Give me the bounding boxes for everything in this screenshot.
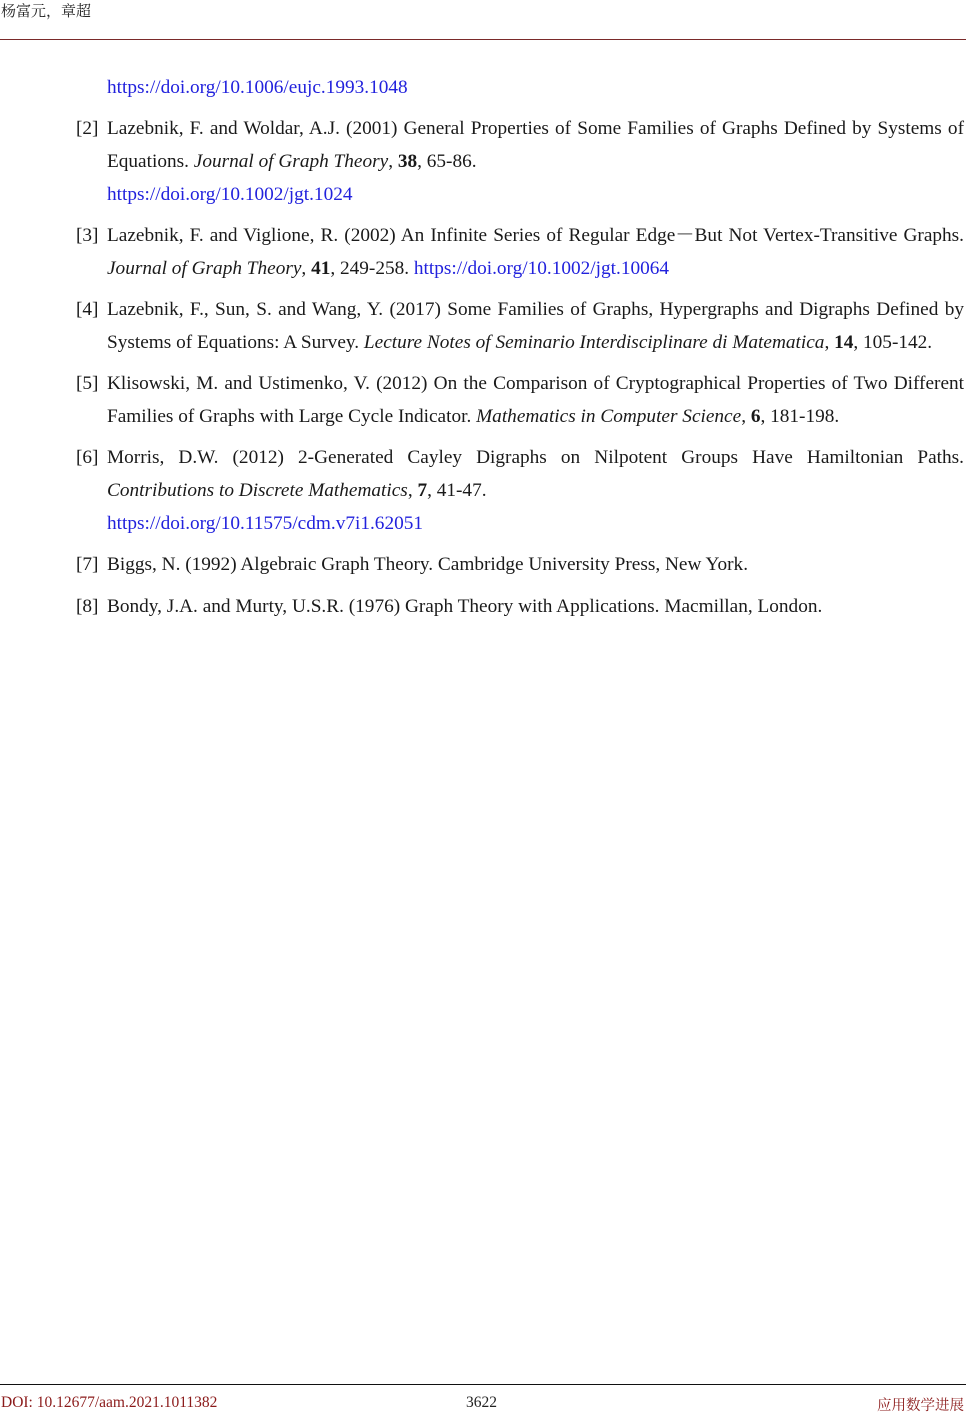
- reference-item: [2] Lazebnik, F. and Woldar, A.J. (2001) General Properties of Some Families of Graphs Defined by Systems of Equations. Journal of Graph Theory, 38, 65-86. https://doi.org/10.1002/jgt.1024: [76, 113, 964, 211]
- reference-item: [6] Morris, D.W. (2012) 2-Generated Cayley Digraphs on Nilpotent Groups Have Hamiltonian Paths. Contributions to Discrete Mathematics, 7, 41-47. https://doi.org/10.11575/cdm.v7i1.62051: [76, 442, 964, 540]
- pages: , 105-142.: [853, 332, 933, 354]
- reference-text: Lazebnik, F. and Viglione, R. (2002) An Infinite Series of Regular Edge－But Not Vertex-Transitive Graphs.: [107, 225, 964, 247]
- footer-journal-name: 应用数学进展: [877, 1398, 964, 1414]
- volume: 7: [417, 480, 428, 502]
- footer-doi: DOI: 10.12677/aam.2021.1011382: [1, 1394, 218, 1411]
- reference-list: [76, 72, 964, 632]
- journal-name: Journal of Graph Theory: [107, 257, 302, 279]
- journal-name: Mathematics in Computer Science: [476, 406, 742, 428]
- running-header-authors: 杨富元，章超: [1, 2, 92, 20]
- reference-item: [76, 72, 964, 105]
- footer-divider: [0, 1384, 966, 1385]
- reference-item: [5] Klisowski, M. and Ustimenko, V. (2012) On the Comparison of Cryptographical Properties of Two Different Families of Graphs with Large Cycle Indicator. Mathematics in Computer Science, 6, 181-198.: [76, 368, 964, 434]
- reference-text: Lazebnik, F., Sun, S. and Wang, Y. (2017) Some Families of Graphs, Hypergraphs and Digraphs Defined by Systems of Equations: A Survey.: [107, 299, 964, 354]
- volume: 6: [750, 406, 761, 428]
- doi-link[interactable]: https://doi.org/10.1006/eujc.1993.1048: [107, 77, 408, 98]
- reference-number: [6]: [76, 447, 99, 469]
- pages: , 65-86.: [417, 151, 477, 173]
- journal-name: Lecture Notes of Seminario Interdisciplinare di Matematica: [363, 332, 825, 354]
- doi-link[interactable]: https://doi.org/10.1002/jgt.1024: [107, 183, 353, 205]
- pages: , 181-198.: [760, 406, 840, 428]
- journal-name: Journal of Graph Theory: [193, 151, 389, 173]
- reference-number: [4]: [76, 299, 99, 321]
- reference-item: [76, 591, 964, 624]
- volume: 41: [311, 257, 331, 279]
- reference-text: Klisowski, M. and Ustimenko, V. (2012) On the Comparison of Cryptographical Properties of Two Different Families of Graphs with Large Cycle Indicator.: [107, 373, 964, 428]
- reference-number: [5]: [76, 373, 99, 395]
- reference-text: Bondy, J.A. and Murty, U.S.R. (1976) Graph Theory with Applications. Macmillan, London.: [107, 595, 823, 617]
- reference-number: [8]: [76, 595, 99, 617]
- volume: 38: [397, 151, 418, 173]
- pages: , 41-47.: [427, 480, 487, 502]
- journal-name: Contributions to Discrete Mathematics: [107, 480, 408, 502]
- reference-number: [3]: [76, 225, 99, 247]
- doi-link[interactable]: https://doi.org/10.1002/jgt.10064: [413, 257, 670, 279]
- reference-number: [7]: [76, 554, 99, 576]
- reference-text: Lazebnik, F. and Woldar, A.J. (2001) General Properties of Some Families of Graphs Defined by Systems of Equations.: [107, 118, 964, 173]
- doi-link[interactable]: https://doi.org/10.11575/cdm.v7i1.62051: [107, 513, 424, 535]
- reference-item: [4] Lazebnik, F., Sun, S. and Wang, Y. (2017) Some Families of Graphs, Hypergraphs and Digraphs Defined by Systems of Equations: A Survey. Lecture Notes of Seminario Interdisciplinare di Matematica, 14, 105-142.: [76, 294, 964, 360]
- reference-item: [76, 549, 964, 582]
- reference-number: [2]: [76, 118, 99, 140]
- reference-item: [3] Lazebnik, F. and Viglione, R. (2002) An Infinite Series of Regular Edge－But Not Vertex-Transitive Graphs. Journal of Graph Theory, 41, 249-258. https://doi.org/10.1002/jgt.10064: [76, 220, 964, 286]
- header-divider: [0, 39, 966, 40]
- reference-text: Morris, D.W. (2012) 2-Generated Cayley Digraphs on Nilpotent Groups Have Hamiltonian Paths.: [107, 447, 964, 469]
- volume: 14: [834, 332, 854, 354]
- reference-text: Biggs, N. (1992) Algebraic Graph Theory. Cambridge University Press, New York.: [107, 554, 749, 576]
- page-number: 3622: [466, 1394, 497, 1411]
- pages: , 249-258.: [330, 257, 414, 279]
